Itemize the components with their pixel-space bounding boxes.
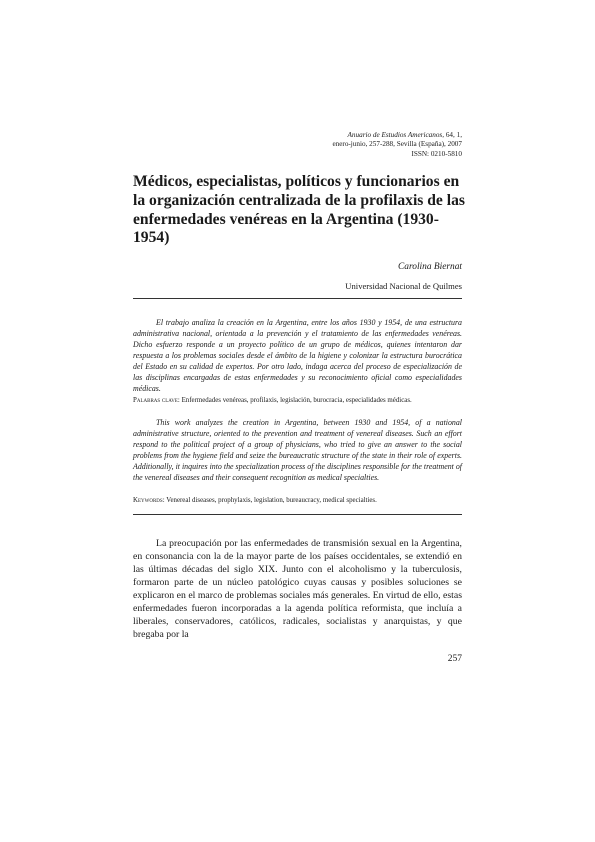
- journal-header: [202, 131, 462, 159]
- abstract-english: This work analyzes the creation in Argentina, between 1930 and 1954, of a national administrative structure, oriented to the prevention and treatment of venereal diseases. Such an effort respond to the political project of a group of physicians, who tried to give an answer to the social problems from the hygiene field and seize the bureaucratic structure of the state in their role of experts. Additionally, it inquires into the specialization process of the disciplines responsible for the treatment of the venereal diseases and their consequent recognition as medical specialties.: [133, 418, 462, 483]
- keywords-spanish: [133, 396, 462, 405]
- author-affiliation: Universidad Nacional de Quilmes: [345, 281, 462, 291]
- journal-citation-line: [202, 131, 462, 140]
- journal-issn: ISSN: 0210-5810: [411, 149, 462, 158]
- keywords-spanish-list: Enfermedades venéreas, profilaxis, legislación, burocracia, especialidades médicas.: [181, 397, 412, 404]
- keywords-spanish-label: Palabras clave:: [133, 397, 180, 404]
- journal-issue-info: enero-junio, 257-288, Sevilla (España), 2007: [332, 140, 462, 149]
- bottom-divider: [133, 514, 462, 515]
- keywords-english-list: Venereal diseases, prophylaxis, legislation, bureaucracy, medical specialties.: [166, 497, 377, 504]
- journal-volume: 64, 1,: [445, 131, 462, 139]
- abstract-spanish: El trabajo analiza la creación en la Argentina, entre los años 1930 y 1954, de una estructura administrativa nacional, orientada a la prevención y el tratamiento de las enfermedades venéreas. Dicho esfuerzo responde a un proyecto político de un grupo de médicos, quienes intentaron dar respuesta a los problemas sociales desde el ámbito de la higiene y colonizar la estructura burocrática del Estado en su calidad de expertos. Por otro lado, indaga acerca del proceso de especialización de las disciplinas encargadas de estas enfermedades y su reconocimiento oficial como especialidades médicas.: [133, 318, 462, 394]
- article-title: Médicos, especialistas, políticos y funcionarios en la organización centralizada de la profilaxis de las enfermedades venéreas en la Argentina (1930-1954): [133, 173, 465, 247]
- top-divider: [133, 298, 462, 299]
- keywords-english: [133, 496, 462, 505]
- body-paragraph: La preocupación por las enfermedades de transmisión sexual en la Argentina, en consonancia con la de la mayor parte de los países occidentales, se extendió en las últimas décadas del siglo XIX. Junto con el alcoholismo y la tuberculosis, formaron parte de un núcleo patológico cuyas causas y posibles soluciones se explicaron en el marco de problemas sociales más generales. En virtud de ello, estas enfermedades fueron incorporadas a la agenda política reformista, que incluía a liberales, conservadores, católicos, radicales, socialistas y anarquistas, y que bregaba por la: [133, 538, 462, 641]
- keywords-english-label: Keywords:: [133, 497, 165, 504]
- journal-name: Anuario de Estudios Americanos,: [347, 131, 445, 139]
- author-name: Carolina Biernat: [398, 262, 462, 272]
- page-number: 257: [447, 654, 462, 664]
